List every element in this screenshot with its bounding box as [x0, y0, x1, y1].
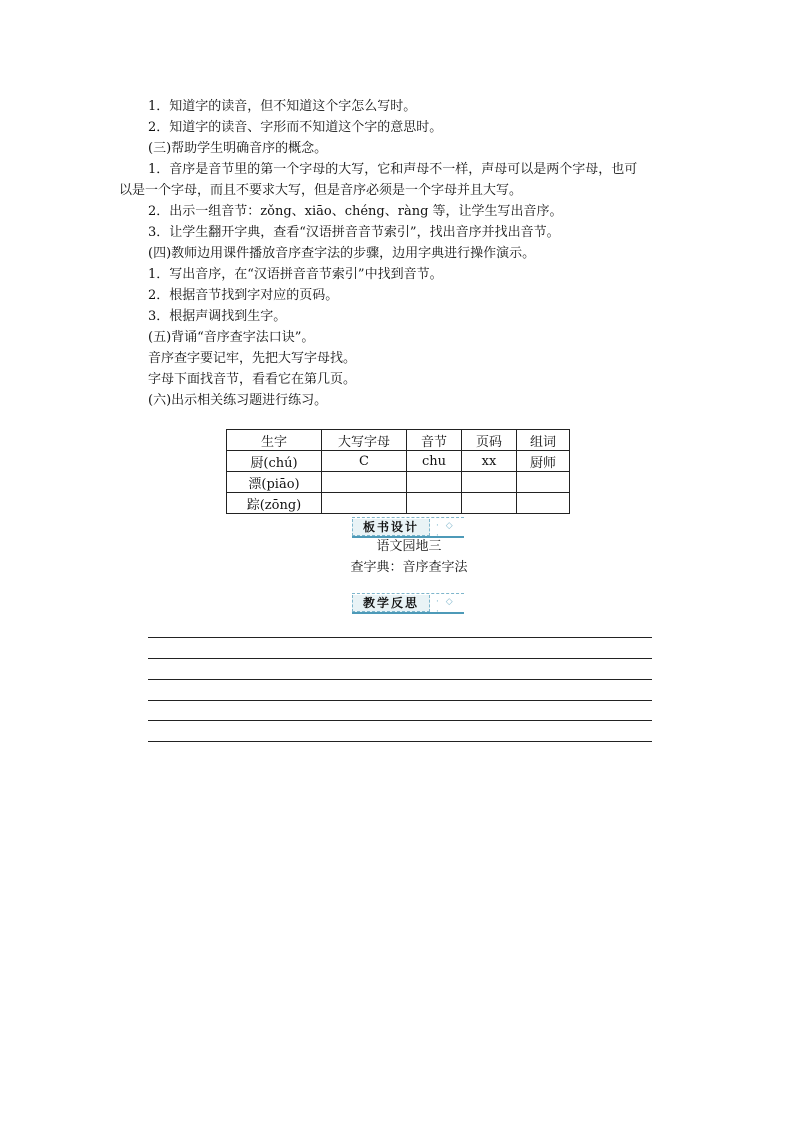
board-design-label: 板书设计: [352, 519, 430, 536]
table-cell: [322, 472, 407, 493]
table-cell: 踪(zōng): [227, 493, 322, 514]
table-cell: [517, 493, 570, 514]
writing-line: [148, 658, 652, 659]
section-heading-5: (五)背诵“音序查字法口诀”。: [148, 330, 315, 345]
table-cell: 厨师: [517, 451, 570, 472]
col-header: 页码: [462, 430, 517, 451]
board-line-2: 查字典：音序查字法: [350, 560, 468, 575]
col-header: 组词: [517, 430, 570, 451]
col-header: 生字: [227, 430, 322, 451]
list-item-dictionary: 3．让学生翻开字典，查看“汉语拼音音节索引”，找出音序并找出音节。: [148, 225, 560, 240]
banner-underline: [352, 612, 464, 614]
writing-line: [148, 679, 652, 680]
list-item-syllables: 2．出示一组音节：zǒng、xiāo、chéng、ràng 等，让学生写出音序。: [148, 204, 563, 219]
rhyme-line-2: 字母下面找音节，看看它在第几页。: [148, 372, 357, 387]
writing-line: [148, 720, 652, 721]
section-heading-6: (六)出示相关练习题进行练习。: [148, 393, 328, 408]
col-header: 音节: [407, 430, 462, 451]
section-heading-4: (四)教师边用课件播放音序查字法的步骤，边用字典进行操作演示。: [148, 246, 536, 261]
table-cell: [517, 472, 570, 493]
step-2: 2．根据音节找到字对应的页码。: [148, 288, 339, 303]
writing-line: [148, 741, 652, 742]
step-1: 1．写出音序，在“汉语拼音音节索引”中找到音节。: [148, 267, 443, 282]
table-cell: [407, 493, 462, 514]
reflection-label: 教学反思: [352, 595, 430, 612]
col-header: 大写字母: [322, 430, 407, 451]
board-design-banner: [352, 517, 464, 541]
exercise-table: [226, 429, 570, 514]
table-row: [227, 493, 570, 514]
list-item-2: 2．知道字的读音、字形而不知道这个字的意思时。: [148, 120, 443, 135]
table-cell: [462, 472, 517, 493]
table-header-row: [227, 430, 570, 451]
table-cell: [322, 493, 407, 514]
writing-line: [148, 637, 652, 638]
table-cell: C: [322, 451, 407, 472]
rhyme-line-1: 音序查字要记牢，先把大写字母找。: [148, 351, 357, 366]
step-3: 3．根据声调找到生字。: [148, 309, 287, 324]
table-cell: [407, 472, 462, 493]
table-cell: 厨(chú): [227, 451, 322, 472]
section-heading-3: (三)帮助学生明确音序的概念。: [148, 141, 328, 156]
paragraph-concept-line1: 1．音序是音节里的第一个字母的大写，它和声母不一样，声母可以是两个字母，也可: [148, 162, 638, 177]
table-row: [227, 451, 570, 472]
writing-line: [148, 700, 652, 701]
table-cell: [462, 493, 517, 514]
paragraph-concept-line2: 以是一个字母，而且不要求大写，但是音序必须是一个字母并且大写。: [119, 183, 523, 198]
table-cell: 漂(piāo): [227, 472, 322, 493]
decorative-dots-icon: · ◇ ·: [436, 597, 455, 617]
decorative-dots-icon: · ◇ ·: [436, 521, 455, 541]
list-item-1: 1．知道字的读音，但不知道这个字怎么写时。: [148, 99, 417, 114]
reflection-banner: [352, 593, 464, 617]
table-row: [227, 472, 570, 493]
table-cell: chu: [407, 451, 462, 472]
board-line-1: 语文园地三: [376, 539, 442, 554]
table-cell: xx: [462, 451, 517, 472]
